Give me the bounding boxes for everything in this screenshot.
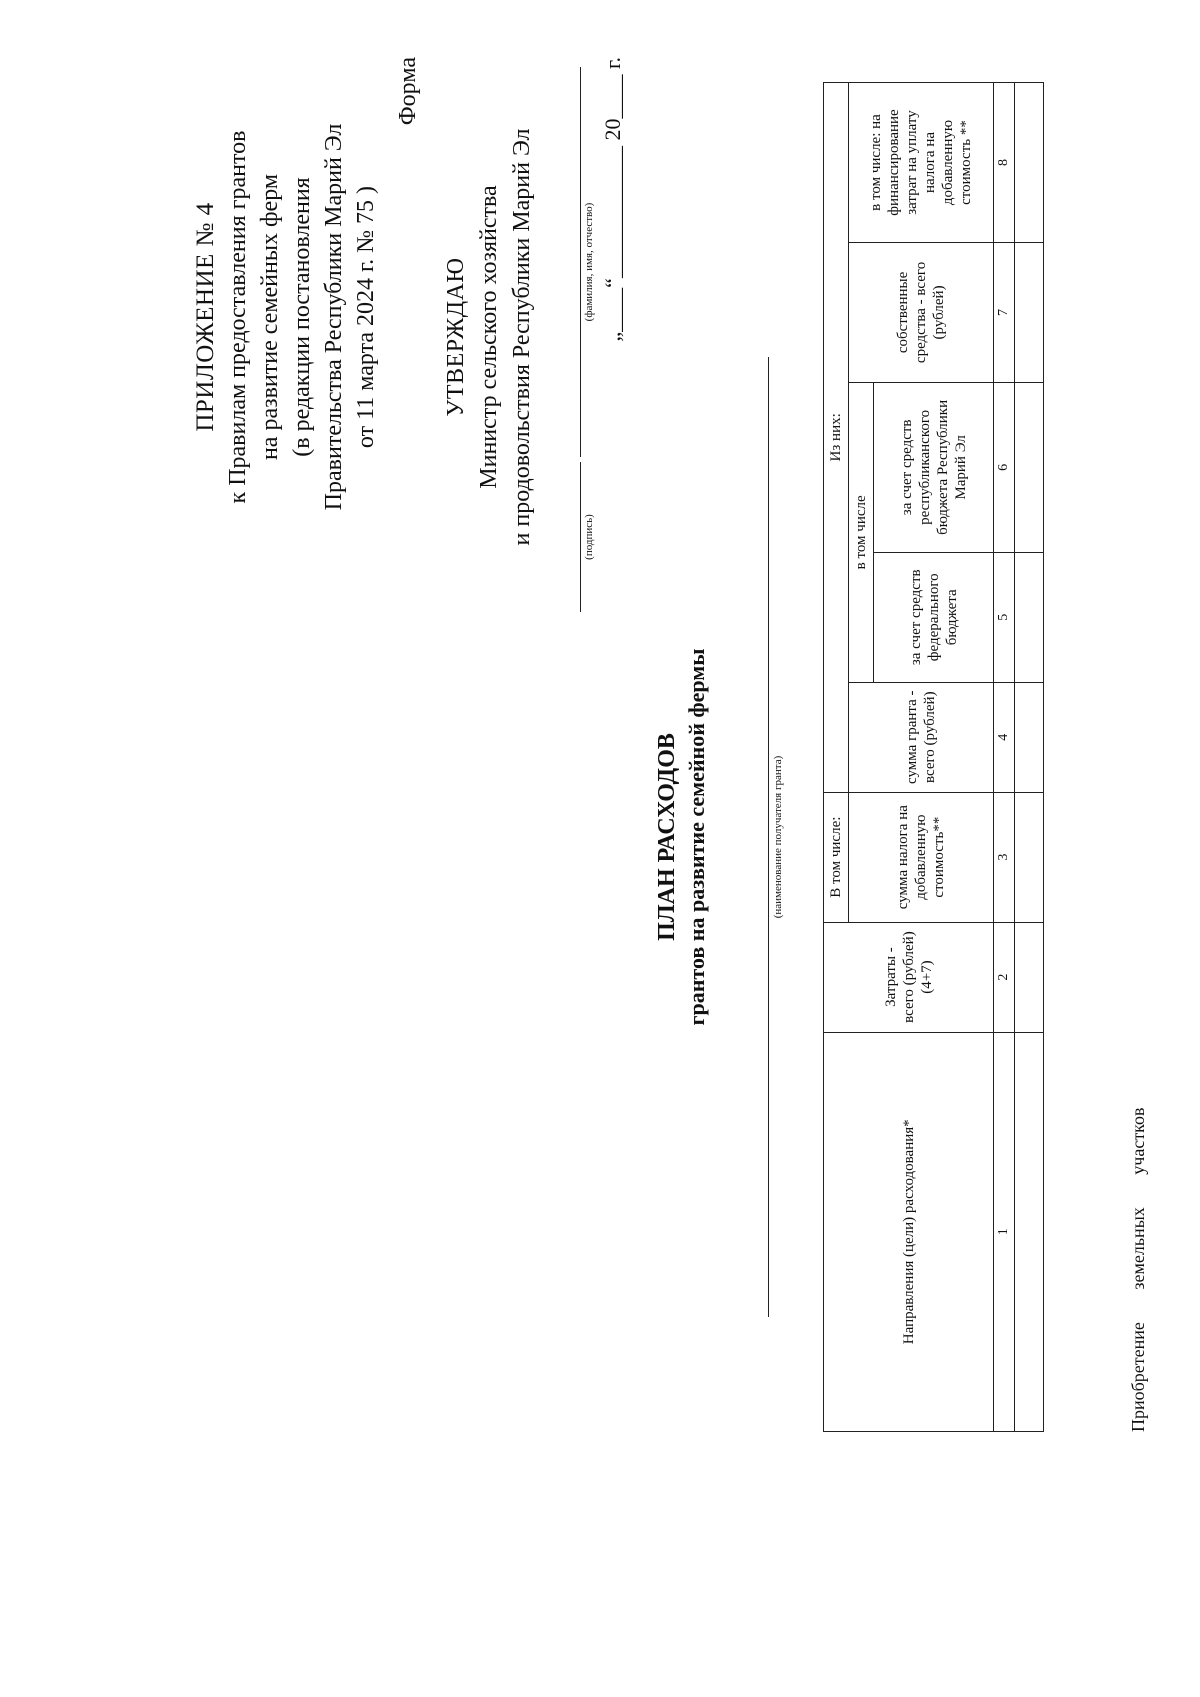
table-cell xyxy=(1015,682,1044,792)
column-number: 6 xyxy=(994,382,1015,552)
column-number: 5 xyxy=(994,552,1015,682)
recipient-caption: (наименование получателя гранта) xyxy=(772,755,784,919)
expense-plan-table xyxy=(823,82,1044,1432)
approval-line-2: и продовольствия Республики Марий Эл xyxy=(509,128,535,546)
header-of-them: Из них: xyxy=(824,83,849,793)
recipient-line xyxy=(768,357,769,1317)
plan-title: ПЛАН РАСХОДОВ xyxy=(654,733,680,941)
plan-subtitle: грантов на развитие семейной фермы xyxy=(684,648,709,1026)
approval-block xyxy=(440,57,539,617)
header-federal: за счет средств федерального бюджета xyxy=(874,552,994,682)
appendix-line-2: на развитие семейных ферм xyxy=(257,173,283,461)
appendix-header xyxy=(190,67,382,567)
signature-caption: (подпись) xyxy=(583,514,595,560)
table-cell xyxy=(1015,1032,1044,1431)
header-grant-total: сумма гранта - всего (рублей) xyxy=(849,682,994,792)
appendix-line-5: от 11 марта 2024 г. № 75 ) xyxy=(353,185,379,449)
approval-date: „____“____________ 20____ г. xyxy=(600,57,625,342)
form-label: Форма xyxy=(395,57,421,126)
column-number: 1 xyxy=(994,1032,1015,1431)
header-in-that-number: в том числе xyxy=(849,382,874,682)
column-number: 3 xyxy=(994,792,1015,922)
appendix-line-1: к Правилам предоставления грантов xyxy=(225,130,251,504)
header-direction: Направления (цели) расходования* xyxy=(824,1032,994,1431)
column-number: 4 xyxy=(994,682,1015,792)
first-expense-item: Приобретение земельных участков xyxy=(1128,1107,1148,1432)
appendix-line-3: (в редакции постановления xyxy=(289,177,315,457)
table-cell xyxy=(1015,552,1044,682)
header-vat-amount: сумма налога на добавленную стоимость** xyxy=(849,792,994,922)
name-caption: (фамилия, имя, отчество) xyxy=(583,202,595,322)
name-line xyxy=(580,67,581,457)
appendix-title: ПРИЛОЖЕНИЕ № 4 xyxy=(192,202,219,432)
table-cell xyxy=(1015,922,1044,1032)
signature-line xyxy=(580,462,581,612)
header-own-vat: в том числе: на финансирование затрат на уплату налога на добавленную стоимость ** xyxy=(849,83,994,243)
table-cell xyxy=(1015,382,1044,552)
table-cell xyxy=(1015,792,1044,922)
appendix-line-4: Правительства Республики Марий Эл xyxy=(321,123,347,511)
table-cell xyxy=(1015,242,1044,382)
column-number: 8 xyxy=(994,83,1015,243)
approval-heading: УТВЕРЖДАЮ xyxy=(443,257,469,417)
approval-line-1: Министр сельского хозяйства xyxy=(476,185,502,489)
header-including: В том числе: xyxy=(824,792,849,922)
header-own-funds: собственные средства - всего (рублей) xyxy=(849,242,994,382)
plan-title-block xyxy=(652,357,712,1317)
table-cell xyxy=(1015,83,1044,243)
header-republic: за счет средств республиканского бюджета Республики Марий Эл xyxy=(874,382,994,552)
header-total: Затраты - всего (рублей) (4+7) xyxy=(824,922,994,1032)
column-number: 2 xyxy=(994,922,1015,1032)
column-number: 7 xyxy=(994,242,1015,382)
